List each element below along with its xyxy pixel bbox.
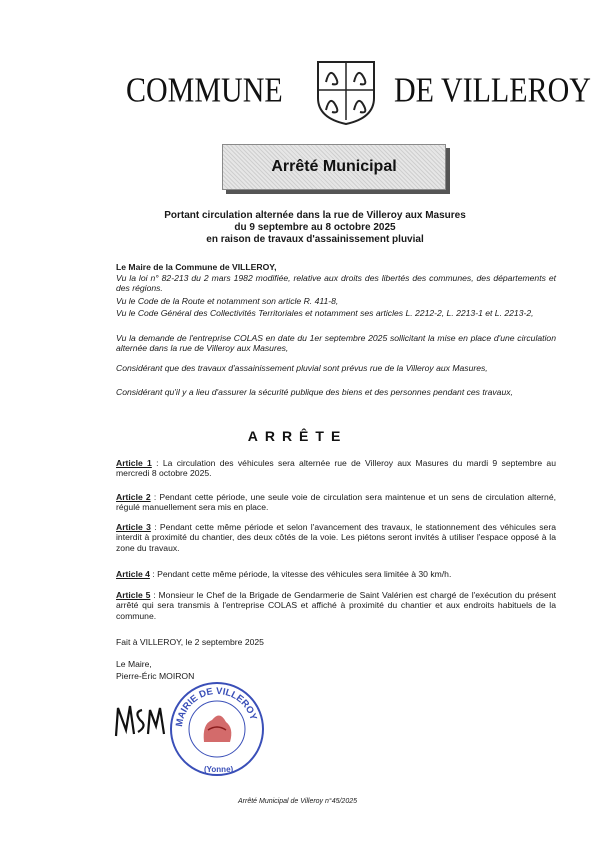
considerant-2: Considérant qu'il y a lieu d'assurer la sécurité publique des biens et des personnes pendant ces travaux, [116, 387, 513, 397]
vu-line-3: Vu le Code Général des Collectivités Territoriales et notamment ses articles L. 2212-2, L. 2213-1 et L. 2213-2, [116, 308, 534, 318]
considerant-1: Considérant que des travaux d'assainissement pluvial sont prévus rue de la Villeroy aux Masures, [116, 363, 488, 373]
article-1 [116, 458, 556, 479]
article-2-label: Article 2 [116, 492, 151, 502]
article-2 [116, 492, 556, 513]
arrete-heading: ARRÊTE [247, 428, 348, 444]
signature-icon [112, 700, 172, 740]
article-2-text: : Pendant cette période, une seule voie de circulation sera maintenue et un sens de circulation alterné, régulé manuellement sera mis en place. [116, 492, 556, 513]
coat-of-arms-icon [314, 58, 378, 126]
article-4-label: Article 4 [116, 569, 150, 579]
stamp-bottom-text: (Yonne) [204, 765, 234, 774]
vu-line-1: Vu la loi n° 82-213 du 2 mars 1982 modifiée, relative aux droits des libertés des communes, des départements et des régions. [116, 273, 556, 294]
article-1-text: : La circulation des véhicules sera alternée rue de Villeroy aux Masures du mardi 9 septembre au mercredi 8 octobre 2025. [116, 458, 556, 479]
article-5-label: Article 5 [116, 590, 151, 600]
date-line: Fait à VILLEROY, le 2 septembre 2025 [116, 637, 264, 647]
article-5-text: : Monsieur le Chef de la Brigade de Gendarmerie de Saint Valérien est chargé de l'exécution du présent arrêté qui sera transmis à l'entreprise COLAS et affiché à proximité du chantier et aux endroits habituels de la commune. [116, 590, 556, 621]
banner-label: Arrêté Municipal [271, 158, 397, 175]
footer-reference: Arrêté Municipal de Villeroy n°45/2025 [237, 798, 358, 805]
article-1-label: Article 1 [116, 458, 152, 468]
article-5 [116, 590, 556, 621]
header-title-right: DE VILLEROY [394, 71, 591, 110]
article-3-label: Article 3 [116, 522, 151, 532]
article-4 [116, 569, 556, 579]
mayor-name: Pierre-Éric MOIRON [116, 671, 195, 681]
subtitle-line-1: Portant circulation alternée dans la rue de Villeroy aux Masures [164, 210, 466, 221]
subtitle-block [140, 210, 490, 246]
mayor-line: Le Maire de la Commune de VILLEROY, [116, 262, 277, 272]
vu-line-4: Vu la demande de l'entreprise COLAS en date du 1er septembre 2025 sollicitant la mise en place d'une circulation alternée dans la rue de Villeroy aux Masures, [116, 333, 556, 354]
article-3 [116, 522, 556, 553]
article-4-text: : Pendant cette même période, la vitesse des véhicules sera limitée à 30 km/h. [149, 569, 452, 579]
header-title-left: COMMUNE [126, 71, 283, 110]
mairie-stamp-icon [168, 680, 266, 778]
document-type-banner [222, 144, 446, 190]
subtitle-line-2: du 9 septembre au 8 octobre 2025 [234, 222, 396, 233]
article-3-text: : Pendant cette même période et selon l'avancement des travaux, le stationnement des véhicules sera interdit à proximité du chantier, des deux côtés de la voie. Les piétons seront invités à utiliser l'espace opposé à la zone du travaux. [116, 522, 556, 553]
stamp-top-text: MAIRIE DE VILLEROY [173, 685, 259, 728]
subtitle-line-3: en raison de travaux d'assainissement pluvial [206, 234, 424, 245]
vu-line-2: Vu le Code de la Route et notamment son article R. 411-8, [116, 296, 339, 306]
mayor-role: Le Maire, [116, 659, 152, 669]
